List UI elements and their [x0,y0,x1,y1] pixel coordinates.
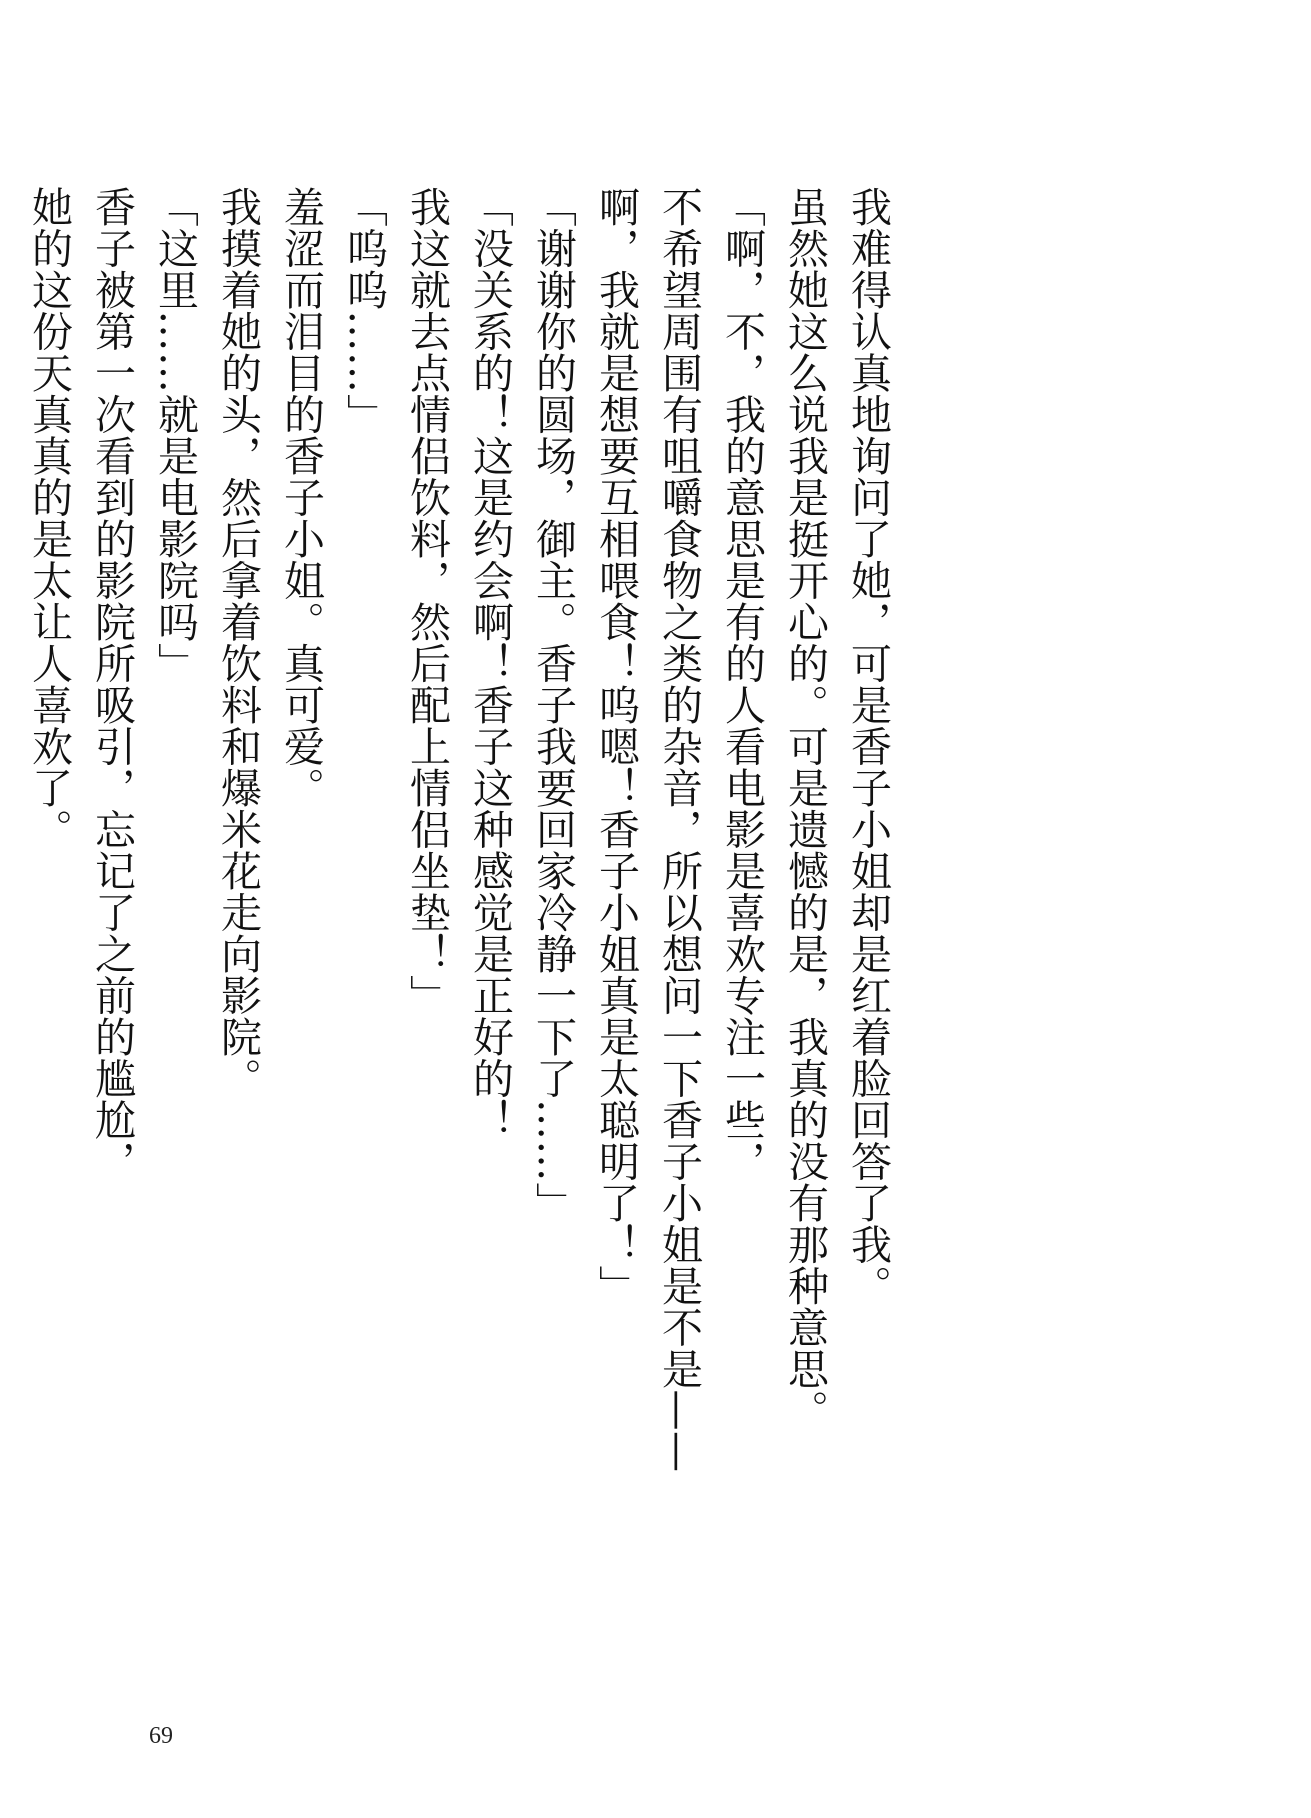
text-line: 「没关系的！这是约会啊！香子这种感觉是正好的！ [466,186,514,1141]
vertical-text-block [17,186,899,1473]
text-line: 香子被第一次看到的影院所吸引，忘记了之前的尴尬， [88,186,136,1182]
text-line: 我摸着她的头，然后拿着饮料和爆米花走向影院。 [214,186,262,1099]
text-line: 不希望周围有咀嚼食物之类的杂音，所以想问一下香子小姐是不是—— [655,186,703,1473]
text-line: 她的这份天真真的是太让人喜欢了。 [25,186,73,850]
text-line: 「这里……就是电影院吗」 [151,186,199,684]
text-line: 羞涩而泪目的香子小姐。真可爱。 [277,186,325,809]
text-line: 虽然她这么说我是挺开心的。可是遗憾的是，我真的没有那种意思。 [781,186,829,1431]
text-line: 「啊，不，我的意思是有的人看电影是喜欢专注一些， [718,186,766,1182]
text-line: 我这就去点情侣饮料，然后配上情侣坐垫！」 [403,186,451,1016]
text-line: 我难得认真地询问了她，可是香子小姐却是红着脸回答了我。 [844,186,892,1307]
text-line: 啊，我就是想要互相喂食！呜嗯！香子小姐真是太聪明了！」 [592,186,640,1307]
page-number: 69 [149,1723,173,1749]
text-line: 「呜呜……」 [340,186,388,435]
text-line: 「谢谢你的圆场，御主。香子我要回家冷静一下了……」 [529,186,577,1224]
